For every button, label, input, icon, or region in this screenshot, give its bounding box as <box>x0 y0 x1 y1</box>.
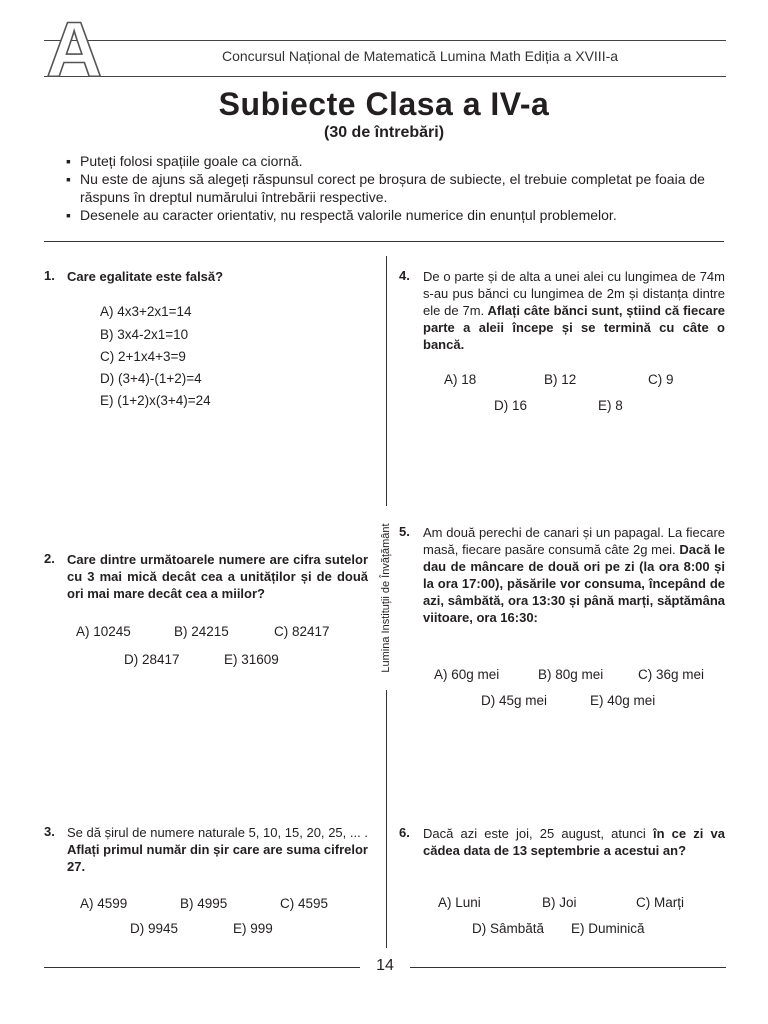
option-a: A) 60g mei <box>434 667 500 682</box>
side-label-text: Lumina Instituții de Învățământ <box>380 506 392 690</box>
question-text-plain: Am două perechi de canari și un papagal. La fiecare masă, fiecare pasăre consumă câte 2g mei. <box>423 525 725 557</box>
question-text: Care dintre următoarele numere are cifra sutelor cu 3 mai mică decât cea a unităților și de două ori mai mare decât cea a miilor? <box>67 552 368 601</box>
option-e: E) 31609 <box>224 652 279 667</box>
option-d: D) 45g mei <box>481 693 548 708</box>
question-4 <box>399 268 725 353</box>
question-text-bold: Aflați câte bănci sunt, știind că fiecare parte a aleii începe și se termină cu câte o bancă. <box>423 303 726 352</box>
option-c: C) 4595 <box>280 896 329 911</box>
variant-letter-logo: A <box>46 5 103 93</box>
option-b: B) 4995 <box>180 896 228 911</box>
question-text-bold: Dacă le dau de mâncare de două ori pe zi (la ora 8:00 și la ora 17:00), păsările vor consuma, începând de azi, sâmbătă, ora 13:30 și până marți, săptămâna viitoare, ora 16:30: <box>423 542 725 625</box>
question-2 <box>44 551 368 602</box>
option-b: B) Joi <box>542 895 577 910</box>
header-bottom-rule <box>44 76 726 77</box>
option-e: E) 8 <box>598 398 623 413</box>
question-number: 6. <box>399 825 410 840</box>
option-a: A) 10245 <box>76 624 131 639</box>
option-c: C) 36g mei <box>638 667 705 682</box>
page-number: 14 <box>376 957 394 974</box>
question-text <box>423 825 725 859</box>
option-d: D) (3+4)-(1+2)=4 <box>100 371 202 386</box>
question-text-bold: Aflați primul număr din șir care are suma cifrelor 27. <box>67 842 368 874</box>
question-text <box>67 824 368 875</box>
page-title: Subiecte Clasa a IV-a <box>218 86 550 122</box>
footer-rule-left <box>44 967 360 968</box>
question-number: 1. <box>44 268 55 283</box>
header-divider <box>44 241 724 242</box>
option-a: A) 4x3+2x1=14 <box>100 304 192 319</box>
question-number: 2. <box>44 551 55 566</box>
instruction-item: ▪ Puteți folosi spațiile goale ca ciornă. <box>66 152 726 170</box>
option-d: D) 16 <box>494 398 528 413</box>
question-text-plain: De o parte și de alta a unei alei cu lungimea de 74m s-au pus bănci cu lungimea de 2m și distanța dintre ele de 7m. <box>423 269 725 318</box>
option-b: B) 12 <box>544 372 577 387</box>
footer-rule-right <box>410 967 726 968</box>
instruction-item: ▪ Desenele au caracter orientativ, nu respectă valorile numerice din enunțul problemelor. <box>66 206 726 224</box>
question-number: 3. <box>44 824 55 839</box>
option-d: D) 28417 <box>124 652 180 667</box>
option-c: C) Marți <box>636 895 684 910</box>
header-top-rule <box>44 40 726 41</box>
question-text: Care egalitate este falsă? <box>67 269 224 284</box>
option-a: A) Luni <box>438 895 481 910</box>
option-b: B) 80g mei <box>538 667 604 682</box>
option-b: B) 24215 <box>174 624 229 639</box>
question-text-bold: în ce zi va cădea data de 13 septembrie a acestui an? <box>423 826 725 858</box>
question-6 <box>399 825 725 859</box>
question-number: 5. <box>399 524 410 539</box>
option-b: B) 3x4-2x1=10 <box>100 327 189 342</box>
question-text <box>423 268 725 353</box>
option-d: D) 9945 <box>130 921 179 936</box>
instruction-item: ▪ Nu este de ajuns să alegeți răspunsul corect pe broșura de subiecte, el trebuie completat pe foaia de răspuns în dreptul numărului întrebării respective. <box>66 170 726 206</box>
option-e: E) Duminică <box>571 921 645 936</box>
option-e: E) 40g mei <box>590 693 656 708</box>
option-a: A) 4599 <box>80 896 128 911</box>
instructions-list <box>66 152 726 224</box>
question-text-plain: Dacă azi este joi, 25 august, atunci <box>423 826 646 841</box>
option-c: C) 9 <box>648 372 674 387</box>
question-text-plain: Se dă șirul de numere naturale 5, 10, 15, 20, 25, ... . <box>67 825 368 840</box>
contest-name: Concursul Național de Matematică Lumina Math Ediția a XVIII-a <box>221 48 619 64</box>
question-1 <box>44 268 372 285</box>
option-e: E) (1+2)x(3+4)=24 <box>100 393 211 408</box>
question-3 <box>44 824 368 875</box>
option-a: A) 18 <box>444 372 477 387</box>
question-number: 4. <box>399 268 410 283</box>
option-d: D) Sâmbătă <box>472 921 545 936</box>
question-5 <box>399 524 725 626</box>
question-text <box>423 524 725 626</box>
option-c: C) 82417 <box>274 624 330 639</box>
option-c: C) 2+1x4+3=9 <box>100 349 186 364</box>
option-e: E) 999 <box>233 921 273 936</box>
page-subtitle: (30 de întrebări) <box>323 124 445 141</box>
